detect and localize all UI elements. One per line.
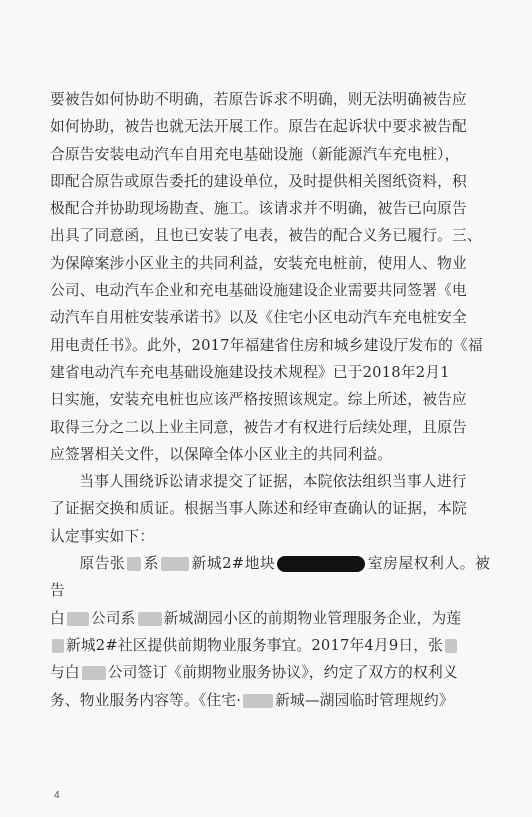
text-line: 当事人围绕诉讼请求提交了证据，本院依法组织当事人进行 bbox=[79, 473, 467, 491]
text-line: 取得三分之二以上业主同意，被告才有权进行后续处理，且原告 bbox=[50, 418, 467, 436]
fact-text: 务、物业服务内容等。《住宅· bbox=[50, 691, 242, 709]
redaction-mark bbox=[138, 612, 162, 626]
text-line: 极配合并协助现场勘查、施工。该请求并不明确，被告已向原告 bbox=[50, 200, 467, 218]
fact-text: 新城—湖园临时管理规约》 bbox=[275, 691, 454, 709]
text-line: 建省电动汽车充电基础设施建设技术规程》已于2018年2月1 bbox=[50, 363, 450, 381]
fact-text: 新城2#社区提供前期物业服务事宜。2017年4月9日，张 bbox=[66, 636, 444, 654]
fact-text: 新城2#地块 bbox=[191, 555, 276, 573]
redaction-mark bbox=[277, 556, 365, 572]
fact-text: 与白 bbox=[50, 664, 80, 682]
text-line: 了证据交换和质证。根据当事人陈述和经审查确认的证据，本院 bbox=[50, 500, 467, 518]
fact-line bbox=[50, 687, 490, 714]
text-line: 公司、电动汽车企业和充电基础设施建设企业需要共同签署《电 bbox=[50, 282, 467, 300]
text-line: 出具了同意函，且也已安装了电表，被告的配合义务已履行。三、 bbox=[50, 227, 482, 245]
text-line: 为保障案涉小区业主的共同利益，安装充电桩前，使用人、物业 bbox=[50, 254, 467, 272]
fact-line bbox=[50, 605, 490, 632]
fact-line bbox=[50, 550, 490, 605]
fact-text: 公司签订《前期物业服务协议》，约定了双方的权利义 bbox=[107, 664, 458, 682]
text-line: 要被告如何协助不明确，若原告诉求不明确，则无法明确被告应 bbox=[50, 91, 467, 108]
fact-text: 原告张 bbox=[79, 555, 126, 573]
redaction-mark bbox=[82, 666, 106, 680]
redaction-mark bbox=[445, 639, 457, 653]
redaction-mark bbox=[67, 612, 89, 626]
fact-text: 室房屋权利人。被告 bbox=[50, 555, 490, 600]
fact-text: 白 bbox=[50, 609, 65, 627]
redaction-mark bbox=[161, 557, 189, 571]
text-line: 日实施，安装充电桩也应该严格按照该规定。综上所述，被告应 bbox=[50, 391, 467, 409]
text-line: 应签署相关文件，以保障全体小区业主的共同利益。 bbox=[50, 445, 393, 463]
redaction-mark bbox=[127, 557, 141, 571]
text-line: 即配合原告或原告委托的建设单位，及时提供相关图纸资料，积 bbox=[50, 172, 467, 190]
fact-text: 系 bbox=[143, 555, 160, 573]
text-line: 如何协助，被告也就无法开展工作。原告在起诉状中要求被告配 bbox=[50, 118, 467, 136]
fact-text: 新城湖园小区的前期物业管理服务企业，为莲 bbox=[163, 609, 462, 627]
redaction-mark bbox=[243, 694, 273, 708]
fact-line bbox=[50, 659, 490, 686]
text-line: 合原告安装电动汽车自用充电基础设施（新能源汽车充电桩）， bbox=[50, 145, 460, 163]
text-line: 动汽车自用桩安装承诺书》以及《住宅小区电动汽车充电桩安全 bbox=[50, 309, 467, 327]
judgment-text bbox=[50, 86, 490, 714]
text-line: 用电责任书》。此外，2017年福建省住房和城乡建设厅发布的《福 bbox=[50, 336, 483, 354]
text-line: 认定事实如下： bbox=[50, 527, 155, 545]
fact-line bbox=[50, 632, 490, 659]
page-number: 4 bbox=[54, 790, 60, 801]
redaction-mark bbox=[52, 639, 64, 653]
fact-text: 公司系 bbox=[90, 609, 136, 627]
